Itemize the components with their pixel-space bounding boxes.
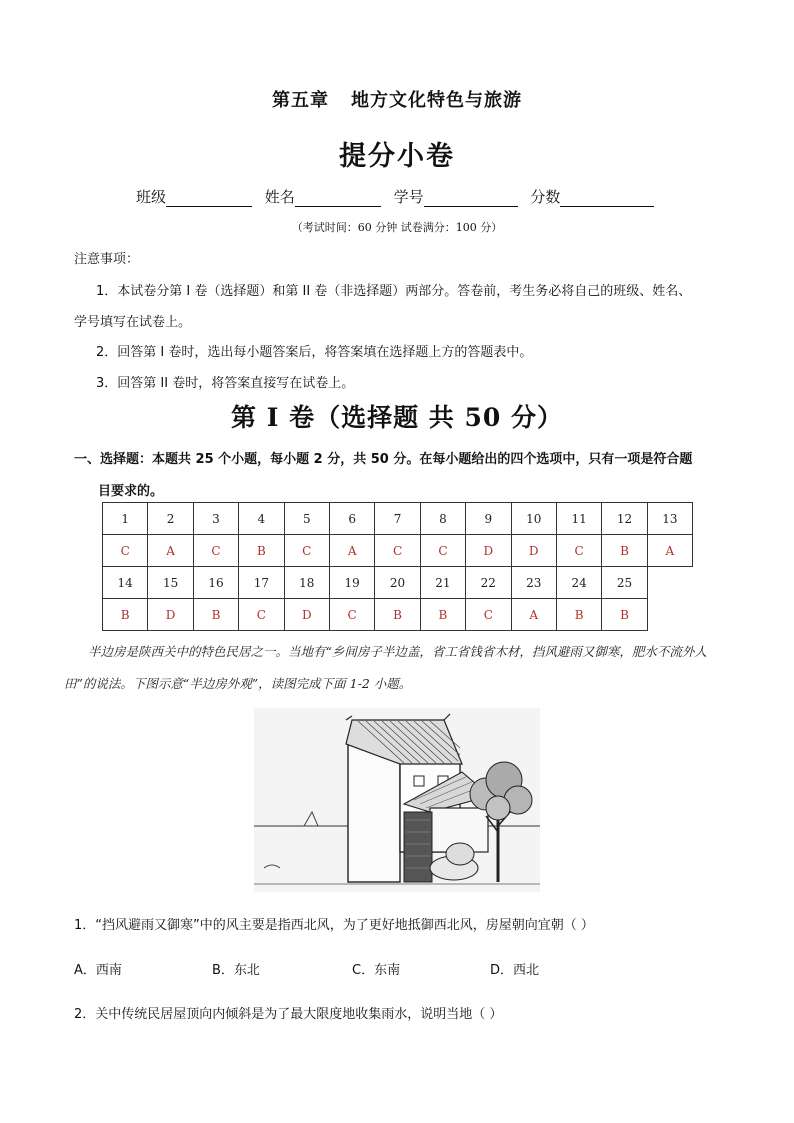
volume-title: 第 I 卷（选择题 共 50 分）: [230, 403, 563, 432]
score-field[interactable]: [530, 186, 654, 207]
name-label: 姓名: [264, 188, 295, 206]
answer-cell[interactable]: B: [556, 599, 601, 631]
note-item-1-line-2: 学号填写在试卷上。: [74, 315, 192, 330]
page-title: 提分小卷: [339, 141, 455, 172]
half-house-illustration: [254, 708, 540, 892]
chapter-number: 第五章: [272, 90, 329, 111]
question-1-option-d[interactable]: D．西北: [490, 963, 540, 978]
answer-cell[interactable]: C: [466, 599, 511, 631]
answer-cell[interactable]: C: [103, 535, 148, 567]
question-number-cell: 8: [420, 503, 465, 535]
question-1-option-a[interactable]: A．西南: [74, 963, 122, 978]
answer-cell[interactable]: D: [511, 535, 556, 567]
table-row-numbers-2: [103, 567, 648, 599]
question-number-cell: 22: [466, 567, 511, 599]
answer-cell[interactable]: C: [420, 535, 465, 567]
answer-cell[interactable]: C: [329, 599, 374, 631]
question-number-cell: 7: [375, 503, 420, 535]
answer-table: [102, 502, 693, 567]
answer-cell[interactable]: B: [602, 535, 647, 567]
question-2-stem: 2．关中传统民居屋顶向内倾斜是为了最大限度地收集雨水，说明当地（ ）: [74, 1007, 503, 1022]
question-number-cell: 13: [647, 503, 692, 535]
table-row-answers-1: [103, 535, 693, 567]
answer-cell[interactable]: A: [647, 535, 692, 567]
class-field[interactable]: [136, 186, 252, 207]
section-instruction-line-2: 目要求的。: [98, 484, 164, 499]
question-number-cell: 25: [602, 567, 647, 599]
answer-cell[interactable]: B: [375, 599, 420, 631]
answer-cell[interactable]: D: [148, 599, 193, 631]
question-number-cell: 14: [103, 567, 148, 599]
answer-table-continued: [102, 566, 648, 631]
question-number-cell: 2: [148, 503, 193, 535]
question-1-option-c[interactable]: C．东南: [352, 963, 401, 978]
reading-passage: 半边房是陕西关中的特色民居之一。当地有“乡间房子半边盖，省工省钱省木材，挡风避雨又御寒，肥水不流外人田”的说法。下图示意“半边房外观”，读图完成下面 1-2 小题。: [64, 644, 707, 691]
section-instruction-line-1: 一、选择题：本题共 25 个小题，每小题 2 分，共 50 分。在每小题给出的四个选项中，只有一项是符合题: [74, 452, 693, 467]
question-number-cell: 15: [148, 567, 193, 599]
question-number-cell: 1: [103, 503, 148, 535]
question-number-cell: 11: [556, 503, 601, 535]
answer-cell[interactable]: B: [420, 599, 465, 631]
question-number-cell: 17: [239, 567, 284, 599]
student-id-label: 学号: [393, 188, 424, 206]
score-blank[interactable]: [560, 190, 654, 207]
question-number-cell: 18: [284, 567, 329, 599]
question-number-cell: 24: [556, 567, 601, 599]
answer-cell[interactable]: D: [284, 599, 329, 631]
class-label: 班级: [136, 188, 167, 206]
answer-cell[interactable]: C: [193, 535, 238, 567]
answer-cell[interactable]: B: [239, 535, 284, 567]
question-number-cell: 4: [239, 503, 284, 535]
question-number-cell: 6: [329, 503, 374, 535]
answer-cell[interactable]: C: [556, 535, 601, 567]
question-1-option-b[interactable]: B．东北: [212, 963, 260, 978]
question-number-cell: 19: [329, 567, 374, 599]
student-id-field[interactable]: [394, 186, 518, 207]
question-number-cell: 12: [602, 503, 647, 535]
note-item-1-line-1: 1．本试卷分第 I 卷（选择题）和第 II 卷（非选择题）两部分。答卷前，考生务必将自己的班级、姓名、: [96, 284, 692, 299]
question-number-cell: 16: [193, 567, 238, 599]
answer-cell[interactable]: A: [148, 535, 193, 567]
answer-cell[interactable]: D: [466, 535, 511, 567]
question-1-stem: 1．“挡风避雨又御寒”中的风主要是指西北风，为了更好地抵御西北风，房屋朝向宜朝（ ）: [74, 918, 594, 933]
score-label: 分数: [530, 188, 561, 206]
exam-info: （考试时间：60 分钟 试卷满分：100 分）: [291, 221, 503, 234]
question-number-cell: 23: [511, 567, 556, 599]
answer-cell[interactable]: A: [329, 535, 374, 567]
table-row-numbers-1: [103, 503, 693, 535]
question-number-cell: 20: [375, 567, 420, 599]
answer-cell[interactable]: B: [602, 599, 647, 631]
class-blank[interactable]: [166, 190, 252, 207]
name-blank[interactable]: [295, 190, 381, 207]
chapter-name: 地方文化特色与旅游: [351, 90, 522, 111]
question-number-cell: 10: [511, 503, 556, 535]
question-number-cell: 21: [420, 567, 465, 599]
answer-cell[interactable]: B: [193, 599, 238, 631]
question-number-cell: 9: [466, 503, 511, 535]
student-info-fields: [136, 186, 662, 207]
notes-heading: 注意事项：: [74, 252, 140, 267]
answer-cell[interactable]: B: [103, 599, 148, 631]
note-item-2: 2．回答第 I 卷时，选出每小题答案后，将答案填在选择题上方的答题表中。: [96, 345, 533, 360]
answer-cell[interactable]: C: [375, 535, 420, 567]
table-row-answers-2: [103, 599, 648, 631]
chapter-heading: [0, 86, 794, 112]
student-id-blank[interactable]: [424, 190, 518, 207]
question-number-cell: 3: [193, 503, 238, 535]
answer-cell[interactable]: A: [511, 599, 556, 631]
answer-cell[interactable]: C: [284, 535, 329, 567]
question-number-cell: 5: [284, 503, 329, 535]
name-field[interactable]: [265, 186, 381, 207]
answer-cell[interactable]: C: [239, 599, 284, 631]
note-item-3: 3．回答第 II 卷时，将答案直接写在试卷上。: [96, 376, 355, 391]
